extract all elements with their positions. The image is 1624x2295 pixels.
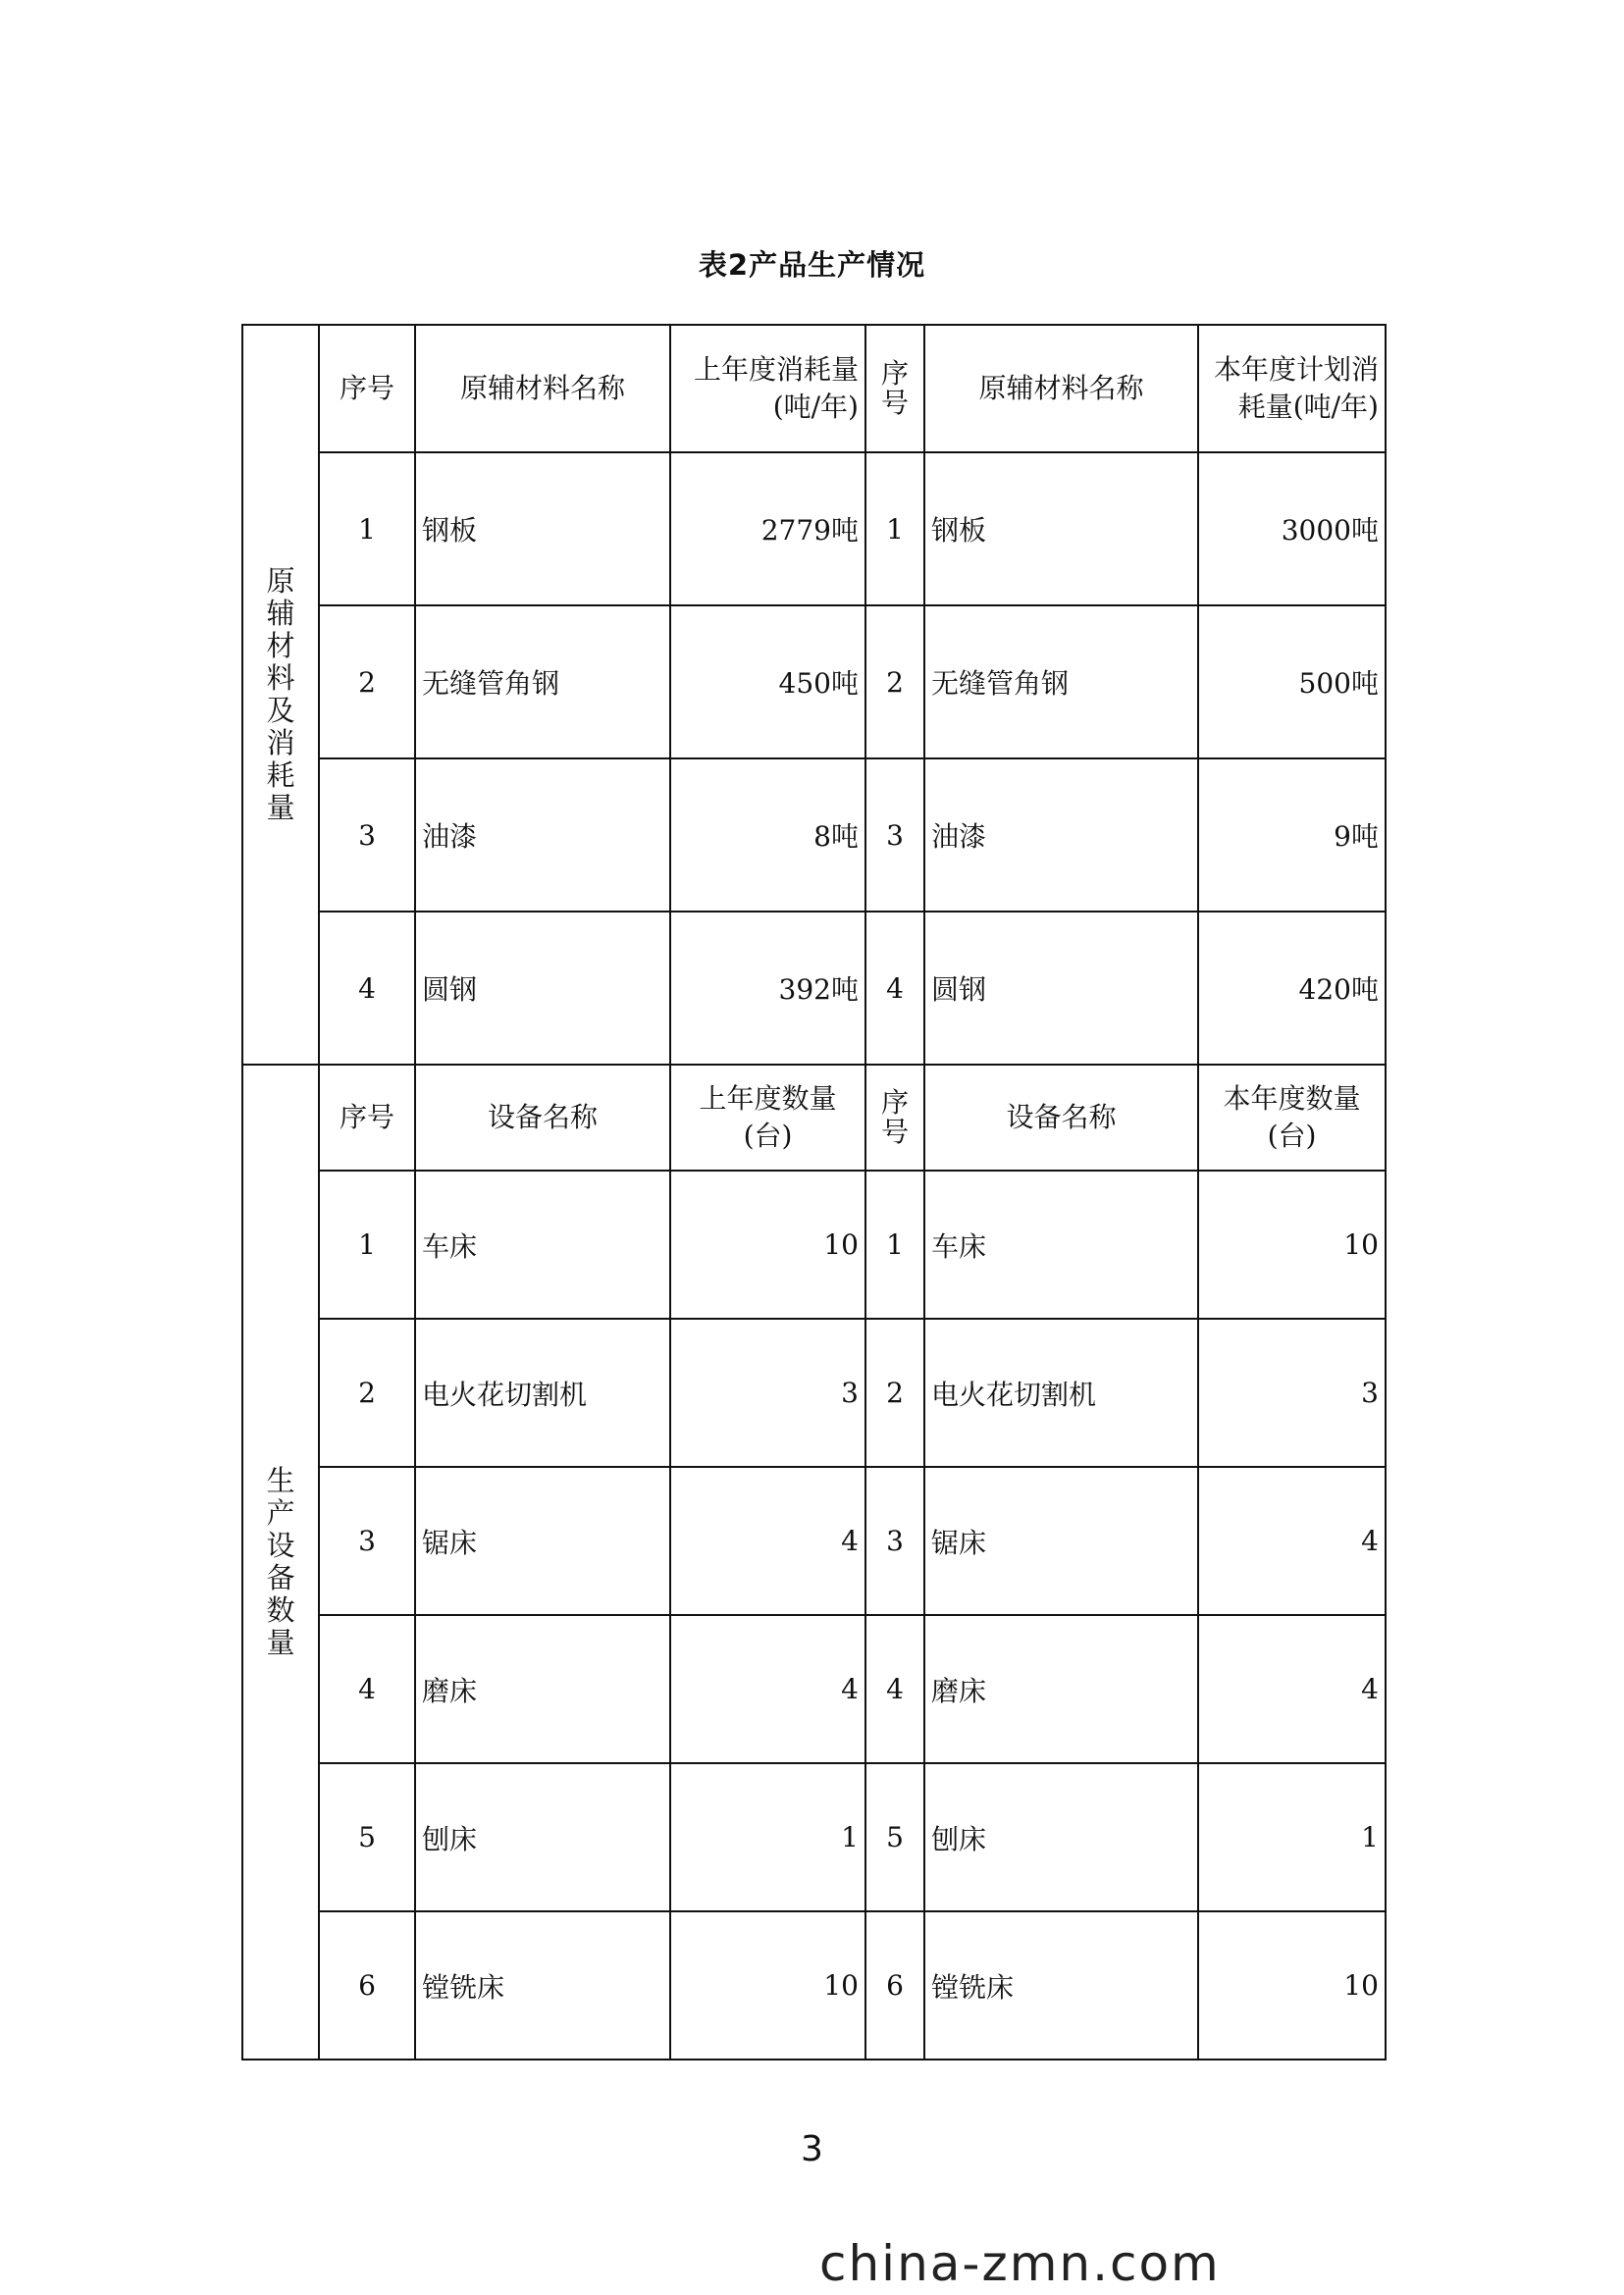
equipment-name-cell-2: 磨床 [924,1615,1198,1763]
seq-cell: 6 [319,1911,415,2060]
seq-cell: 4 [319,1615,415,1763]
equipment-name-cell: 磨床 [415,1615,670,1763]
header-equipment-name-2: 设备名称 [924,1065,1198,1171]
equipment-name-cell: 镗铣床 [415,1911,670,2060]
last-year-count-cell: 10 [670,1911,865,2060]
this-year-value-cell: 420吨 [1198,912,1386,1065]
seq-cell-2: 3 [865,1467,924,1615]
table-row [242,1911,1386,2060]
table-row [242,452,1386,605]
header-equipment-name: 设备名称 [415,1065,670,1171]
equipment-name-cell-2: 电火花切割机 [924,1319,1198,1467]
header-material-name: 原辅材料名称 [415,325,670,452]
equipment-side-label: 生产设备数量 [242,1065,319,2060]
this-year-count-cell: 1 [1198,1763,1386,1911]
materials-side-label: 原辅材料及消耗量 [242,325,319,1065]
this-year-count-cell: 4 [1198,1467,1386,1615]
equipment-name-cell: 车床 [415,1171,670,1319]
table-row [242,1319,1386,1467]
seq-cell: 3 [319,758,415,912]
equipment-name-cell-2: 镗铣床 [924,1911,1198,2060]
seq-cell: 5 [319,1763,415,1911]
seq-cell-2: 4 [865,1615,924,1763]
seq-cell: 1 [319,452,415,605]
header-material-name-2: 原辅材料名称 [924,325,1198,452]
seq-cell-2: 1 [865,1171,924,1319]
table-title: 表2产品生产情况 [698,248,926,282]
this-year-count-cell: 4 [1198,1615,1386,1763]
seq-cell: 2 [319,1319,415,1467]
header-seq-2: 序号 [865,325,924,452]
material-name-cell-2: 油漆 [924,758,1198,912]
last-year-value-cell: 8吨 [670,758,865,912]
seq-cell-2: 2 [865,1319,924,1467]
this-year-value-cell: 3000吨 [1198,452,1386,605]
this-year-count-cell: 10 [1198,1171,1386,1319]
materials-header-row [242,325,1386,452]
table-row [242,1615,1386,1763]
header-seq-2: 序号 [865,1065,924,1171]
table-row [242,758,1386,912]
header-seq: 序号 [319,1065,415,1171]
this-year-count-cell: 3 [1198,1319,1386,1467]
header-this-year-count: 本年度数量(台) [1198,1065,1386,1171]
seq-cell-2: 6 [865,1911,924,2060]
last-year-count-cell: 4 [670,1615,865,1763]
material-name-cell-2: 圆钢 [924,912,1198,1065]
material-name-cell-2: 无缝管角钢 [924,605,1198,758]
last-year-value-cell: 392吨 [670,912,865,1065]
watermark: china-zmn.com [819,2235,1221,2292]
material-name-cell: 油漆 [415,758,670,912]
this-year-value-cell: 500吨 [1198,605,1386,758]
header-last-year-count: 上年度数量(台) [670,1065,865,1171]
page-number: 3 [801,2129,823,2169]
equipment-name-cell: 电火花切割机 [415,1319,670,1467]
equipment-name-cell: 刨床 [415,1763,670,1911]
material-name-cell: 无缝管角钢 [415,605,670,758]
seq-cell: 3 [319,1467,415,1615]
this-year-value-cell: 9吨 [1198,758,1386,912]
last-year-count-cell: 3 [670,1319,865,1467]
header-last-year-consumption: 上年度消耗量(吨/年) [670,325,865,452]
seq-cell-2: 2 [865,605,924,758]
equipment-header-row [242,1065,1386,1171]
table-row [242,1171,1386,1319]
material-name-cell: 圆钢 [415,912,670,1065]
table-row [242,605,1386,758]
table-row [242,912,1386,1065]
last-year-count-cell: 4 [670,1467,865,1615]
seq-cell: 4 [319,912,415,1065]
table-row [242,1763,1386,1911]
this-year-count-cell: 10 [1198,1911,1386,2060]
material-name-cell: 钢板 [415,452,670,605]
header-this-year-consumption: 本年度计划消耗量(吨/年) [1198,325,1386,452]
production-table [241,324,1387,2060]
seq-cell: 2 [319,605,415,758]
equipment-name-cell-2: 车床 [924,1171,1198,1319]
last-year-value-cell: 450吨 [670,605,865,758]
seq-cell-2: 3 [865,758,924,912]
equipment-name-cell-2: 刨床 [924,1763,1198,1911]
material-name-cell-2: 钢板 [924,452,1198,605]
last-year-count-cell: 10 [670,1171,865,1319]
last-year-value-cell: 2779吨 [670,452,865,605]
equipment-name-cell: 锯床 [415,1467,670,1615]
header-seq: 序号 [319,325,415,452]
last-year-count-cell: 1 [670,1763,865,1911]
seq-cell: 1 [319,1171,415,1319]
seq-cell-2: 5 [865,1763,924,1911]
equipment-name-cell-2: 锯床 [924,1467,1198,1615]
seq-cell-2: 4 [865,912,924,1065]
table-row [242,1467,1386,1615]
seq-cell-2: 1 [865,452,924,605]
